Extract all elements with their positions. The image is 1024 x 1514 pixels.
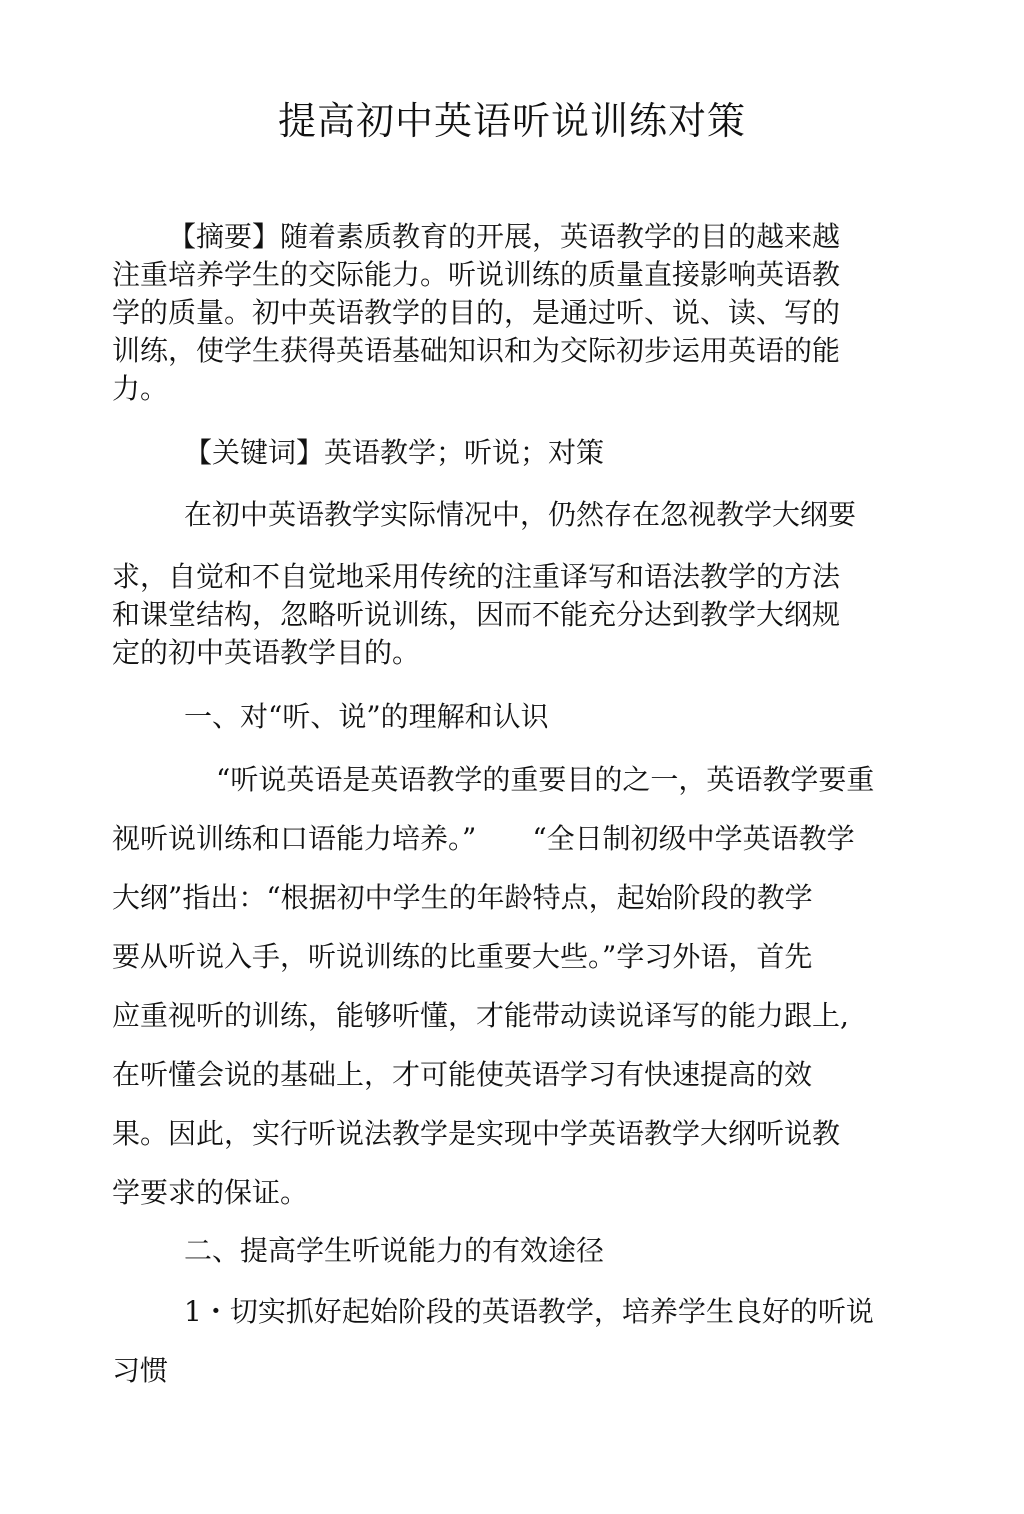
item-line: 1・切实抓好起始阶段的英语教学，培养学生良好的听说 xyxy=(184,1295,874,1328)
section1-line: 要从听说入手，听说训练的比重要大些。”学习外语，首先 xyxy=(112,940,813,973)
section1-line: 在听懂会说的基础上，才可能使英语学习有快速提高的效 xyxy=(112,1058,813,1091)
section1-heading xyxy=(112,698,912,736)
intro-line: 求，自觉和不自觉地采用传统的注重译写和语法教学的方法 xyxy=(112,560,841,593)
intro-paragraph xyxy=(112,558,912,672)
intro-line: 和课堂结构，忽略听说训练，因而不能充分达到教学大纲规 xyxy=(112,598,841,631)
section1-paragraph xyxy=(112,750,912,1222)
section1-line: 果。因此，实行听说法教学是实现中学英语教学大纲听说教 xyxy=(112,1117,841,1150)
keywords-paragraph xyxy=(112,434,912,472)
abstract-line: 【摘要】随着素质教育的开展，英语教学的目的越来越 xyxy=(168,220,841,253)
section1-line: 应重视听的训练，能够听懂，才能带动读说译写的能力跟上, xyxy=(112,999,849,1032)
section-heading: 一、对“听、说”的理解和认识 xyxy=(184,700,549,733)
section2-heading xyxy=(112,1232,912,1270)
abstract-paragraph xyxy=(112,218,912,408)
document-title: 提高初中英语听说训练对策 xyxy=(277,99,746,143)
abstract-line: 注重培养学生的交际能力。听说训练的质量直接影响英语教 xyxy=(112,258,841,291)
section1-line: 大纲”指出：“根据初中学生的年龄特点，起始阶段的教学 xyxy=(112,881,813,914)
section-heading: 二、提高学生听说能力的有效途径 xyxy=(184,1234,605,1267)
abstract-line: 力。 xyxy=(112,372,169,405)
abstract-line: 训练，使学生获得英语基础知识和为交际初步运用英语的能 xyxy=(112,334,841,367)
item-line: 习惯 xyxy=(112,1354,169,1387)
section1-line: “听说英语是英语教学的重要目的之一，英语教学要重 xyxy=(216,763,875,796)
intro-line: 在初中英语教学实际情况中，仍然存在忽视教学大纲要 xyxy=(184,498,857,531)
intro-line: 定的初中英语教学目的。 xyxy=(112,636,421,669)
section1-line: 视听说训练和口语能力培养。” “全日制初级中学英语教学 xyxy=(112,822,855,855)
keywords-line: 【关键词】英语教学；听说；对策 xyxy=(184,436,605,469)
section1-line: 学要求的保证。 xyxy=(112,1176,309,1209)
intro-first-line xyxy=(112,496,912,534)
section2-item1 xyxy=(112,1282,912,1400)
abstract-line: 学的质量。初中英语教学的目的，是通过听、说、读、写的 xyxy=(112,296,841,329)
